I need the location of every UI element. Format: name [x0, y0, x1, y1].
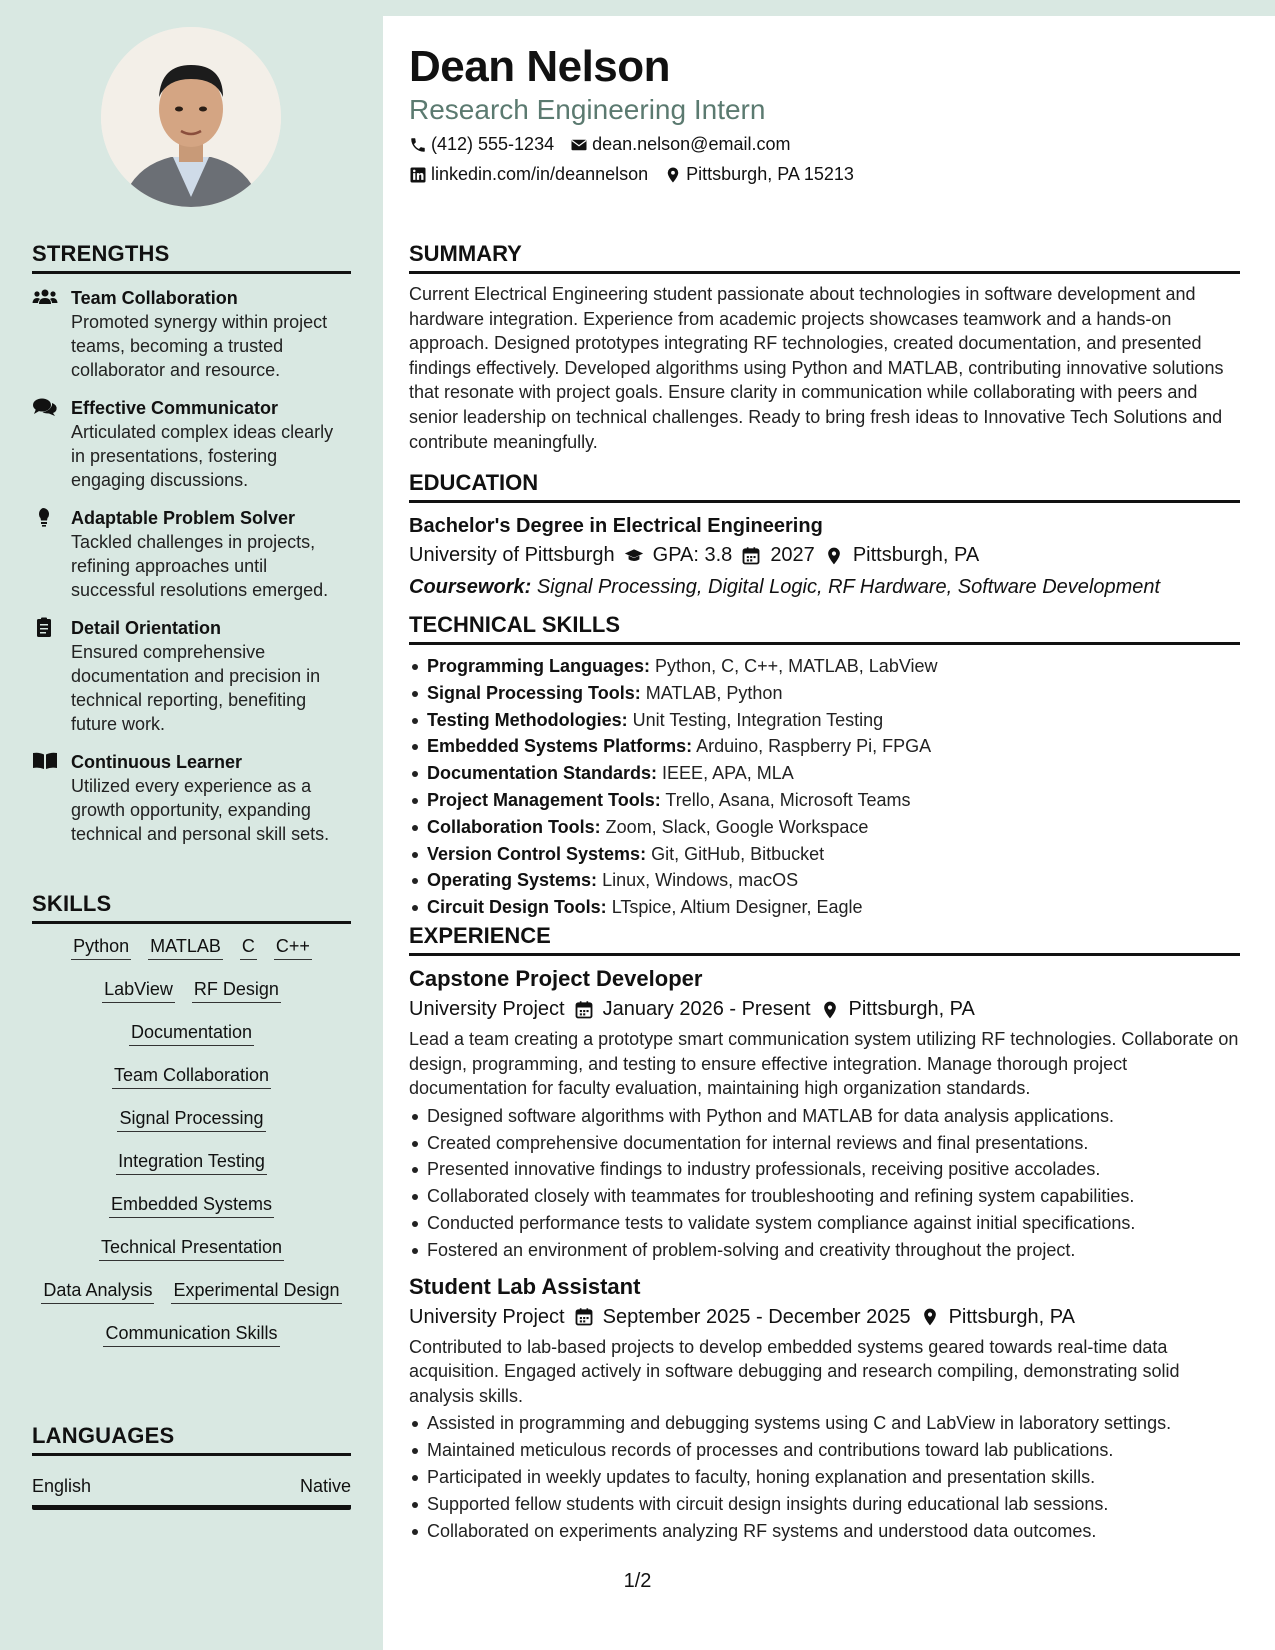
strength-title: Adaptable Problem Solver	[71, 508, 296, 528]
education-heading: EDUCATION	[409, 470, 1240, 503]
linkedin-icon	[409, 166, 427, 184]
list-item	[409, 680, 1240, 707]
education-section	[409, 470, 1240, 599]
candidate-role: Research Engineering Intern	[409, 94, 766, 125]
strength-desc: Ensured comprehensive documentation and precision in technical reporting, benefiting future work.	[71, 642, 321, 734]
skill-tag: Technical Presentation	[99, 1235, 284, 1261]
book-icon	[32, 751, 58, 771]
skill-value: MATLAB, Python	[645, 682, 783, 703]
skill-tag: Embedded Systems	[109, 1192, 274, 1218]
strength-title: Effective Communicator	[71, 398, 279, 418]
location-text: Pittsburgh, PA 15213	[686, 164, 854, 184]
location-contact	[664, 164, 854, 185]
clipboard-icon	[32, 617, 58, 637]
contact-row-2	[409, 164, 854, 185]
skill-tag: Integration Testing	[116, 1149, 267, 1175]
list-item	[409, 733, 1240, 760]
skill-tag: MATLAB	[148, 934, 223, 960]
phone-contact[interactable]	[409, 134, 554, 155]
skills-list	[32, 934, 351, 1347]
strength-item	[32, 286, 351, 382]
list-item	[409, 653, 1240, 680]
skill-label: Project Management Tools:	[427, 789, 661, 810]
job-title: Capstone Project Developer	[409, 966, 703, 991]
skill-label: Operating Systems:	[427, 870, 598, 891]
list-item: Fostered an environment of problem-solving and creativity throughout the project.	[409, 1237, 1240, 1264]
email-text: dean.nelson@email.com	[592, 134, 791, 154]
skill-label: Programming Languages:	[427, 656, 651, 676]
skill-tag: Data Analysis	[41, 1278, 154, 1304]
job-meta	[409, 1306, 1240, 1329]
email-contact[interactable]	[570, 134, 790, 155]
list-item	[409, 841, 1240, 868]
skill-tag: Python	[71, 934, 131, 960]
coursework-list: Signal Processing, Digital Logic, RF Hardware, Software Development	[536, 576, 1161, 598]
skill-label: Signal Processing Tools:	[427, 682, 641, 703]
users-icon	[32, 287, 58, 307]
list-item: Supported fellow students with circuit design insights during educational lab sessions.	[409, 1491, 1240, 1518]
skills-section	[32, 891, 351, 1347]
skill-label: Embedded Systems Platforms:	[427, 736, 693, 757]
list-item: Collaborated closely with teammates for troubleshooting and refining system capabilities.	[409, 1183, 1240, 1210]
job-dates: September 2025 - December 2025	[602, 1305, 911, 1328]
page-number: 1/2	[623, 1570, 652, 1592]
skill-tag: Signal Processing	[117, 1106, 265, 1132]
graduation-cap-icon	[624, 546, 644, 566]
skill-value: IEEE, APA, MLA	[662, 763, 794, 784]
map-pin-icon	[920, 1307, 940, 1327]
coursework-label: Coursework:	[409, 576, 532, 598]
skill-value: Zoom, Slack, Google Workspace	[605, 816, 869, 837]
education-meta	[409, 544, 1240, 567]
list-item: Created comprehensive documentation for internal reviews and final presentations.	[409, 1130, 1240, 1157]
summary-heading: SUMMARY	[409, 241, 1240, 274]
skill-tag: Documentation	[129, 1020, 254, 1046]
graduation-year: 2027	[770, 544, 815, 566]
strength-item	[32, 396, 351, 492]
job-bullets	[409, 1410, 1240, 1544]
job-location: Pittsburgh, PA	[848, 998, 975, 1020]
strength-title: Continuous Learner	[71, 752, 243, 772]
strength-item	[32, 750, 351, 846]
technical-skills-heading: TECHNICAL SKILLS	[409, 612, 1240, 645]
skill-value: Linux, Windows, macOS	[602, 870, 799, 891]
list-item: Presented innovative findings to industry professionals, receiving positive accolades.	[409, 1156, 1240, 1183]
list-item: Participated in weekly updates to faculty, honing explanation and presentation skills.	[409, 1464, 1240, 1491]
calendar-icon	[574, 1000, 594, 1020]
school-name: University of Pittsburgh	[409, 544, 615, 566]
skill-value: Unit Testing, Integration Testing	[632, 709, 884, 730]
skills-heading: SKILLS	[32, 891, 351, 924]
list-item	[409, 787, 1240, 814]
experience-heading: EXPERIENCE	[409, 923, 1240, 956]
lightbulb-icon	[32, 507, 58, 527]
candidate-name: Dean Nelson	[409, 42, 671, 91]
skill-tag: Experimental Design	[171, 1278, 341, 1304]
job-location: Pittsburgh, PA	[948, 1305, 1075, 1328]
strength-title: Team Collaboration	[71, 288, 238, 308]
map-pin-icon	[820, 1000, 840, 1020]
job-entry	[409, 1274, 1240, 1545]
languages-section	[32, 1423, 351, 1510]
language-level: Native	[299, 1476, 351, 1496]
strength-desc: Articulated complex ideas clearly in presentations, fostering engaging discussions.	[71, 422, 334, 490]
skill-value: Python, C, C++, MATLAB, LabView	[655, 656, 938, 676]
job-org: University Project	[409, 1305, 565, 1328]
skill-value: LTspice, Altium Designer, Eagle	[611, 897, 863, 918]
languages-heading: LANGUAGES	[32, 1423, 351, 1456]
contact-row-1	[409, 134, 790, 155]
language-row	[32, 1476, 351, 1510]
strengths-section	[32, 241, 351, 860]
linkedin-text: linkedin.com/in/deannelson	[431, 164, 649, 184]
list-item: Assisted in programming and debugging systems using C and LabView in laboratory settings.	[409, 1410, 1240, 1437]
list-item	[409, 867, 1240, 894]
map-pin-icon	[824, 546, 844, 566]
skill-tag: Communication Skills	[103, 1321, 279, 1347]
job-title: Student Lab Assistant	[409, 1273, 641, 1299]
phone-text: (412) 555-1234	[431, 134, 555, 154]
comments-icon	[32, 397, 58, 417]
strength-desc: Promoted synergy within project teams, becoming a trusted collaborator and resource.	[71, 312, 328, 380]
skill-label: Collaboration Tools:	[427, 816, 601, 837]
education-location: Pittsburgh, PA	[852, 544, 980, 566]
skill-label: Documentation Standards:	[427, 763, 658, 784]
calendar-icon	[574, 1307, 594, 1327]
technical-skills-section	[409, 612, 1240, 921]
skill-tag: RF Design	[192, 977, 281, 1003]
list-item: Maintained meticulous records of processes and contributions toward lab publications.	[409, 1437, 1240, 1464]
skill-tag: C	[240, 934, 257, 960]
list-item: Collaborated on experiments analyzing RF systems and understood data outcomes.	[409, 1518, 1240, 1545]
strength-desc: Tackled challenges in projects, refining approaches until successful resolutions emerged.	[71, 532, 329, 600]
strength-title: Detail Orientation	[71, 618, 222, 638]
job-description: Lead a team creating a prototype smart communication system utilizing RF technologies. Collaborate on design, programming, and testing to ensure effective integration. Manage thorough project documentation for faculty evaluation, maintaining high organization standards.	[409, 1029, 1239, 1099]
linkedin-contact[interactable]	[409, 164, 648, 185]
strengths-heading: STRENGTHS	[32, 241, 351, 274]
gpa-text: GPA: 3.8	[652, 544, 733, 566]
degree-title: Bachelor's Degree in Electrical Engineering	[409, 515, 823, 537]
job-bullets	[409, 1103, 1240, 1264]
coursework	[409, 576, 1240, 599]
skill-value: Trello, Asana, Microsoft Teams	[665, 789, 911, 810]
avatar	[101, 27, 281, 207]
technical-skills-list	[409, 653, 1240, 921]
skill-label: Testing Methodologies:	[427, 709, 628, 730]
skill-label: Version Control Systems:	[427, 843, 647, 864]
skill-tag: LabView	[102, 977, 175, 1003]
job-description: Contributed to lab-based projects to develop embedded systems geared towards real-time data acquisition. Engaged actively in software debugging and research compiling, demonstrating solid analysis skills.	[409, 1336, 1180, 1406]
skill-value: Arduino, Raspberry Pi, FPGA	[696, 736, 932, 757]
skill-tag: C++	[274, 934, 312, 960]
job-dates: January 2026 - Present	[602, 998, 811, 1020]
list-item	[409, 814, 1240, 841]
list-item: Conducted performance tests to validate system compliance against initial specifications.	[409, 1210, 1240, 1237]
list-item	[409, 894, 1240, 921]
envelope-icon	[570, 136, 588, 154]
job-meta	[409, 998, 1240, 1021]
list-item: Designed software algorithms with Python and MATLAB for data analysis applications.	[409, 1103, 1240, 1130]
summary-text: Current Electrical Engineering student passionate about technologies in software development and hardware integration. Experience from academic projects showcases teamwork and a hands-on approach. Designed prototypes integrating RF technologies, created documentation, and presented findings effectively. Developed algorithms using Python and MATLAB, contributing innovative solutions that resonate with project goals. Ensure clarity in communication while collaborating with peers and senior leadership on technical challenges. Ready to bring fresh ideas to Innovative Tech Solutions and contribute meaningfully.	[409, 284, 1224, 452]
strength-item	[32, 506, 351, 602]
list-item	[409, 707, 1240, 734]
language-name: English	[32, 1476, 92, 1496]
calendar-icon	[741, 546, 761, 566]
skill-value: Git, GitHub, Bitbucket	[651, 843, 825, 864]
strength-desc: Utilized every experience as a growth opportunity, expanding technical and personal skill sets.	[71, 776, 330, 844]
skill-tag: Team Collaboration	[112, 1063, 271, 1089]
phone-icon	[409, 136, 427, 154]
experience-section	[409, 923, 1240, 1544]
map-pin-icon	[664, 166, 682, 184]
skill-label: Circuit Design Tools:	[427, 897, 607, 918]
summary-section	[409, 241, 1240, 454]
strength-item	[32, 616, 351, 736]
job-org: University Project	[409, 998, 565, 1020]
list-item	[409, 760, 1240, 787]
job-entry	[409, 966, 1240, 1264]
